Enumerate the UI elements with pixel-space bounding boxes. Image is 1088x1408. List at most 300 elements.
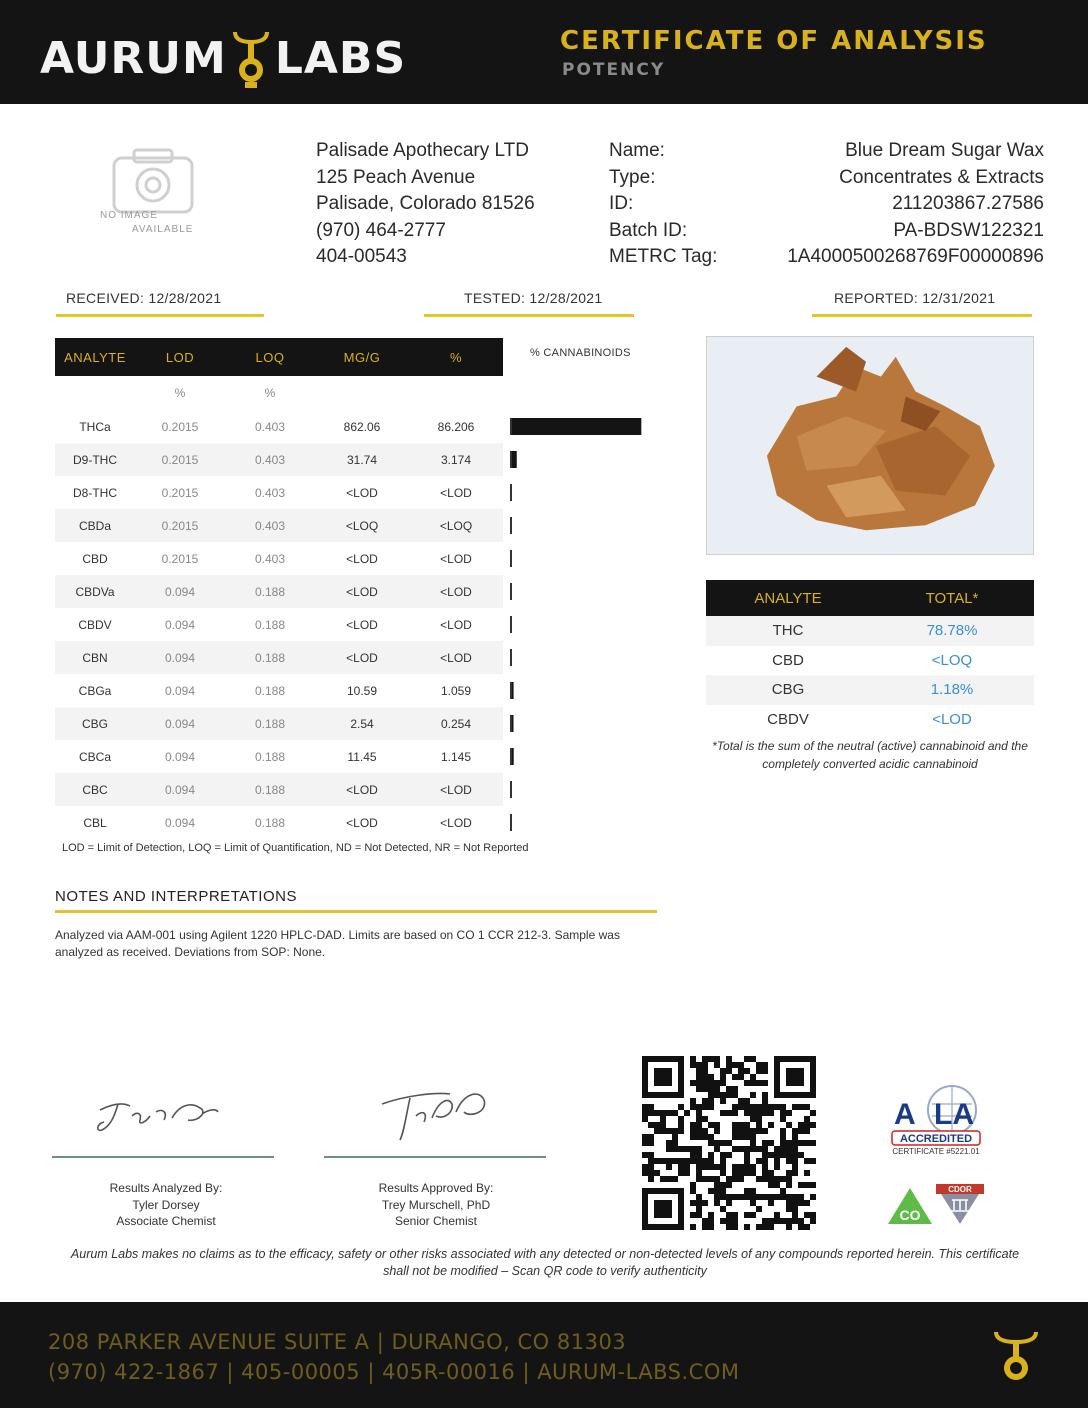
qr-module: [780, 1110, 786, 1116]
approver-role: Results Approved By:: [378, 1181, 494, 1195]
cell-lod: 0.2015: [161, 551, 199, 566]
client-phone: (970) 464-2777: [316, 219, 446, 241]
cell-lod: 0.094: [164, 749, 196, 764]
unit-lod: %: [174, 386, 186, 400]
cell-lod: 0.094: [164, 683, 196, 698]
qr-module: [780, 1134, 786, 1140]
qr-module: [774, 1146, 780, 1152]
qr-module: [786, 1182, 792, 1188]
cell-analyte: CBG: [81, 716, 108, 731]
qr-module: [786, 1194, 792, 1200]
qr-module: [786, 1218, 792, 1224]
qr-module: [672, 1128, 678, 1134]
qr-module: [744, 1152, 750, 1158]
qr-module: [714, 1194, 720, 1200]
qr-module: [762, 1128, 768, 1134]
analyst-role: Results Analyzed By:: [109, 1181, 223, 1195]
qr-module: [642, 1134, 648, 1140]
qr-module: [690, 1146, 696, 1152]
qr-module: [708, 1056, 714, 1062]
qr-module: [720, 1098, 726, 1104]
qr-module: [648, 1104, 654, 1110]
qr-module: [810, 1158, 816, 1164]
qr-module: [660, 1128, 666, 1134]
qr-module: [804, 1140, 810, 1146]
qr-module: [726, 1218, 732, 1224]
cell-loq: 0.403: [254, 419, 286, 434]
qr-module: [732, 1122, 738, 1128]
qr-module: [792, 1206, 798, 1212]
qr-module: [708, 1176, 714, 1182]
approver-name: Trey Murschell, PhD: [381, 1197, 491, 1212]
qr-module: [756, 1104, 762, 1110]
qr-module: [684, 1170, 690, 1176]
analyst-title: Associate Chemist: [116, 1214, 216, 1228]
qr-module: [792, 1104, 798, 1110]
header-analyte: ANALYTE: [64, 349, 126, 365]
qr-module: [786, 1224, 792, 1230]
qr-module: [798, 1200, 804, 1206]
logo-word-left: AURUM: [40, 32, 227, 84]
qr-module: [738, 1176, 744, 1182]
no-image-line1: NO IMAGE: [100, 210, 159, 221]
qr-module: [810, 1194, 816, 1200]
qr-module: [678, 1170, 684, 1176]
qr-module: [780, 1194, 786, 1200]
qr-module: [696, 1074, 702, 1080]
qr-module: [720, 1110, 726, 1116]
qr-module: [648, 1110, 654, 1116]
cell-loq: 0.188: [254, 617, 286, 632]
qr-module: [726, 1092, 732, 1098]
qr-module: [654, 1158, 660, 1164]
qr-module: [756, 1062, 762, 1068]
sample-label: Name:: [609, 140, 665, 161]
received-date: RECEIVED: 12/28/2021: [66, 290, 222, 306]
qr-module: [648, 1134, 654, 1140]
bar-axis-tick: [510, 550, 512, 567]
product-photo: [706, 336, 1034, 555]
sample-name: Blue Dream Sugar Wax: [845, 140, 1044, 161]
cell-loq: 0.188: [254, 683, 286, 698]
qr-module: [690, 1212, 696, 1218]
cannabinoid-table-body: [55, 410, 503, 839]
qr-module: [762, 1068, 768, 1074]
cell-mgg: <LOQ: [345, 518, 379, 533]
header-percent: %: [449, 349, 463, 365]
qr-module: [744, 1128, 750, 1134]
table-row: [706, 616, 1034, 646]
cell-analyte: CBDa: [78, 518, 111, 533]
qr-module: [768, 1176, 774, 1182]
qr-module: [804, 1128, 810, 1134]
cell-loq: 0.188: [254, 716, 286, 731]
qr-module: [738, 1170, 744, 1176]
qr-module: [696, 1146, 702, 1152]
qr-module: [702, 1134, 708, 1140]
percent-bar: [512, 451, 517, 468]
qr-module: [810, 1212, 816, 1218]
sample-metrc-tag: 1A4000500268769F00000896: [787, 246, 1044, 267]
qr-module: [756, 1206, 762, 1212]
qr-module: [666, 1176, 672, 1182]
bar-axis-tick: [510, 418, 512, 435]
cell-loq: 0.188: [254, 815, 286, 830]
cell-loq: 0.188: [254, 782, 286, 797]
cell-mgg: <LOD: [346, 782, 378, 797]
table-row: [55, 509, 503, 542]
qr-module: [648, 1122, 654, 1128]
qr-module: [702, 1200, 708, 1206]
qr-module: [750, 1212, 756, 1218]
qr-module: [690, 1056, 696, 1062]
cell-lod: 0.2015: [161, 419, 199, 434]
qr-module: [750, 1074, 756, 1080]
qr-module: [714, 1122, 720, 1128]
qr-module: [726, 1062, 732, 1068]
cell-loq: 0.403: [254, 452, 286, 467]
table-row: [55, 443, 503, 476]
qr-module: [678, 1164, 684, 1170]
percent-bars: [510, 372, 670, 832]
qr-module: [690, 1134, 696, 1140]
bar-axis-tick: [510, 715, 512, 732]
qr-module: [750, 1104, 756, 1110]
cell-percent: 1.145: [440, 749, 472, 764]
bar-axis-tick: [510, 814, 512, 831]
qr-module: [792, 1212, 798, 1218]
table-row: [55, 476, 503, 509]
cell-lod: 0.094: [164, 716, 196, 731]
cannabinoid-units-row: [55, 376, 503, 410]
qr-module: [732, 1062, 738, 1068]
qr-module: [672, 1134, 678, 1140]
qr-module: [762, 1146, 768, 1152]
qr-module: [702, 1158, 708, 1164]
qr-module: [792, 1194, 798, 1200]
qr-module: [744, 1056, 750, 1062]
qr-module: [684, 1146, 690, 1152]
qr-module: [774, 1158, 780, 1164]
qr-module: [708, 1098, 714, 1104]
table-row: [706, 705, 1034, 735]
qr-module: [810, 1218, 816, 1224]
qr-module: [750, 1110, 756, 1116]
qr-module: [732, 1146, 738, 1152]
qr-module: [642, 1164, 648, 1170]
qr-module: [762, 1176, 768, 1182]
cell-lod: 0.2015: [161, 518, 199, 533]
qr-module: [780, 1218, 786, 1224]
totals-value: <LOQ: [931, 651, 973, 669]
cell-lod: 0.2015: [161, 452, 199, 467]
qr-module: [672, 1140, 678, 1146]
qr-module: [708, 1140, 714, 1146]
qr-module: [774, 1152, 780, 1158]
footer-contact: (970) 422-1867 | 405-00005 | 405R-00016 | AURUM-LABS.COM: [48, 1360, 740, 1384]
qr-module: [720, 1068, 726, 1074]
analyst-name: Tyler Dorsey: [132, 1197, 200, 1212]
cell-percent: <LOD: [440, 584, 472, 599]
qr-module: [762, 1152, 768, 1158]
qr-module: [696, 1080, 702, 1086]
footer-logo-icon: [990, 1326, 1042, 1386]
qr-module: [738, 1122, 744, 1128]
qr-module: [744, 1146, 750, 1152]
cell-percent: 3.174: [440, 452, 472, 467]
qr-module: [768, 1140, 774, 1146]
qr-module: [708, 1224, 714, 1230]
qr-module: [714, 1128, 720, 1134]
qr-module: [786, 1158, 792, 1164]
qr-module: [720, 1188, 726, 1194]
qr-module: [798, 1140, 804, 1146]
qr-module: [768, 1104, 774, 1110]
qr-module: [654, 1170, 660, 1176]
bar-axis-tick: [510, 781, 512, 798]
qr-module: [684, 1158, 690, 1164]
qr-module: [762, 1080, 768, 1086]
cell-lod: 0.094: [164, 815, 196, 830]
qr-module: [792, 1146, 798, 1152]
qr-module: [678, 1146, 684, 1152]
qr-module: [732, 1224, 738, 1230]
qr-module: [768, 1218, 774, 1224]
logo-word-right: LABS: [274, 32, 407, 84]
qr-module: [720, 1218, 726, 1224]
sample-id: 211203867.27586: [892, 193, 1044, 214]
qr-module: [804, 1224, 810, 1230]
qr-module: [660, 1116, 666, 1122]
qr-module: [696, 1170, 702, 1176]
qr-module: [690, 1224, 696, 1230]
totals-footnote: *Total is the sum of the neutral (active) cannabinoid and the completely converted acidic cannabinoid: [712, 739, 1028, 771]
qr-module: [762, 1110, 768, 1116]
qr-module: [702, 1164, 708, 1170]
client-license: 404-00543: [316, 246, 407, 267]
qr-module: [756, 1224, 762, 1230]
qr-module: [696, 1206, 702, 1212]
qr-module: [774, 1212, 780, 1218]
qr-module: [738, 1134, 744, 1140]
qr-module: [756, 1128, 762, 1134]
table-legend: LOD = Limit of Detection, LOQ = Limit of Quantification, ND = Not Detected, NR = Not Reported: [62, 842, 529, 854]
sample-label: METRC Tag:: [609, 246, 718, 267]
percent-bar: [512, 715, 514, 732]
qr-module: [714, 1146, 720, 1152]
qr-module: [708, 1080, 714, 1086]
qr-module: [804, 1158, 810, 1164]
percent-bar: [512, 748, 514, 765]
footer-address: 208 PARKER AVENUE SUITE A | DURANGO, CO 81303: [48, 1330, 627, 1354]
co-label: CO: [899, 1207, 921, 1223]
qr-module: [744, 1224, 750, 1230]
qr-module: [702, 1080, 708, 1086]
qr-module: [696, 1086, 702, 1092]
qr-module: [714, 1164, 720, 1170]
cell-mgg: <LOD: [346, 650, 378, 665]
qr-module: [810, 1122, 816, 1128]
cell-loq: 0.403: [254, 518, 286, 533]
qr-module: [666, 1158, 672, 1164]
qr-code[interactable]: [640, 1056, 818, 1230]
percent-bar: [512, 418, 641, 435]
qr-module: [696, 1212, 702, 1218]
qr-module: [768, 1110, 774, 1116]
qr-module: [720, 1194, 726, 1200]
qr-module: [714, 1080, 720, 1086]
qr-module: [762, 1164, 768, 1170]
qr-module: [732, 1218, 738, 1224]
qr-module: [768, 1182, 774, 1188]
qr-module: [726, 1194, 732, 1200]
bar-axis-tick: [510, 583, 512, 600]
cell-loq: 0.403: [254, 485, 286, 500]
qr-module: [762, 1062, 768, 1068]
qr-module: [648, 1176, 654, 1182]
qr-module: [768, 1152, 774, 1158]
qr-module: [720, 1182, 726, 1188]
qr-module: [738, 1164, 744, 1170]
qr-module: [744, 1122, 750, 1128]
qr-module: [798, 1104, 804, 1110]
qr-module: [720, 1158, 726, 1164]
bar-axis-tick: [510, 484, 512, 501]
qr-module: [678, 1104, 684, 1110]
qr-module: [780, 1152, 786, 1158]
qr-module: [672, 1110, 678, 1116]
qr-module: [762, 1104, 768, 1110]
bar-axis-tick: [510, 616, 512, 633]
qr-module: [762, 1170, 768, 1176]
qr-module: [690, 1128, 696, 1134]
qr-module: [642, 1170, 648, 1176]
qr-module: [726, 1200, 732, 1206]
qr-module: [792, 1128, 798, 1134]
disclaimer: Aurum Labs makes no claims as to the efficacy, safety or other risks associated with any detected or non-detected levels of any compounds reported herein. This certificate shall not be modified – Scan QR code to verify authenticity: [70, 1247, 1020, 1278]
qr-module: [660, 1110, 666, 1116]
qr-module: [708, 1074, 714, 1080]
qr-module: [792, 1152, 798, 1158]
cell-lod: 0.094: [164, 617, 196, 632]
percent-cannabinoids-header: % CANNABINOIDS: [530, 347, 631, 359]
qr-module: [732, 1176, 738, 1182]
qr-module: [654, 1122, 660, 1128]
qr-module: [696, 1164, 702, 1170]
qr-module: [720, 1080, 726, 1086]
document-title: CERTIFICATE OF ANALYSIS: [560, 26, 988, 56]
qr-module: [666, 1128, 672, 1134]
qr-module: [792, 1164, 798, 1170]
analyst-signature: [52, 1082, 274, 1158]
approver-signature: [324, 1082, 546, 1158]
sample-labels: [609, 138, 717, 271]
qr-module: [708, 1158, 714, 1164]
reported-date: REPORTED: 12/31/2021: [834, 290, 996, 306]
qr-module: [804, 1170, 810, 1176]
totals-table-body: [706, 616, 1034, 734]
qr-module: [696, 1134, 702, 1140]
qr-module: [744, 1194, 750, 1200]
cell-analyte: CBC: [82, 782, 108, 797]
qr-module: [756, 1068, 762, 1074]
qr-module: [696, 1104, 702, 1110]
cannabinoid-table-header: [55, 338, 503, 376]
qr-module: [720, 1164, 726, 1170]
qr-module: [702, 1104, 708, 1110]
qr-module: [660, 1158, 666, 1164]
qr-module: [696, 1068, 702, 1074]
approver-title: Senior Chemist: [394, 1214, 478, 1228]
qr-module: [786, 1110, 792, 1116]
qr-module: [768, 1170, 774, 1176]
qr-module: [702, 1056, 708, 1062]
qr-module: [696, 1200, 702, 1206]
qr-module: [714, 1056, 720, 1062]
cannabinoid-table: [55, 338, 503, 839]
qr-module: [792, 1158, 798, 1164]
cell-mgg: <LOD: [346, 617, 378, 632]
qr-module: [744, 1098, 750, 1104]
cell-mgg: 31.74: [346, 452, 378, 467]
qr-module: [744, 1170, 750, 1176]
cell-loq: 0.188: [254, 749, 286, 764]
footer-bar: [0, 1302, 1088, 1408]
cell-analyte: D9-THC: [73, 452, 117, 467]
qr-module: [744, 1188, 750, 1194]
qr-module: [756, 1158, 762, 1164]
cell-analyte: CBCa: [78, 749, 111, 764]
cell-mgg: 10.59: [346, 683, 378, 698]
cell-lod: 0.094: [164, 650, 196, 665]
header-loq: LOQ: [255, 349, 285, 365]
qr-module: [708, 1086, 714, 1092]
qr-module: [726, 1182, 732, 1188]
qr-module: [804, 1182, 810, 1188]
qr-module: [726, 1086, 732, 1092]
qr-module: [702, 1068, 708, 1074]
qr-module: [648, 1140, 654, 1146]
qr-module: [690, 1158, 696, 1164]
qr-module: [702, 1116, 708, 1122]
cell-percent: <LOD: [440, 815, 472, 830]
qr-module: [750, 1080, 756, 1086]
qr-module: [726, 1212, 732, 1218]
qr-module: [690, 1152, 696, 1158]
qr-module: [690, 1188, 696, 1194]
qr-module: [780, 1176, 786, 1182]
cell-percent: <LOD: [440, 551, 472, 566]
qr-module: [702, 1074, 708, 1080]
client-name: Palisade Apothecary LTD: [316, 140, 529, 161]
qr-module: [768, 1194, 774, 1200]
qr-module: [738, 1062, 744, 1068]
qr-module: [762, 1140, 768, 1146]
qr-module: [744, 1068, 750, 1074]
qr-module: [648, 1170, 654, 1176]
qr-module: [690, 1080, 696, 1086]
qr-module: [798, 1128, 804, 1134]
qr-module: [726, 1068, 732, 1074]
percent-bar: [512, 682, 514, 699]
qr-module: [732, 1092, 738, 1098]
qr-module: [750, 1128, 756, 1134]
qr-module: [744, 1134, 750, 1140]
qr-module: [804, 1200, 810, 1206]
table-row: [55, 806, 503, 839]
table-row: [55, 575, 503, 608]
totals-table-header: [706, 580, 1034, 616]
